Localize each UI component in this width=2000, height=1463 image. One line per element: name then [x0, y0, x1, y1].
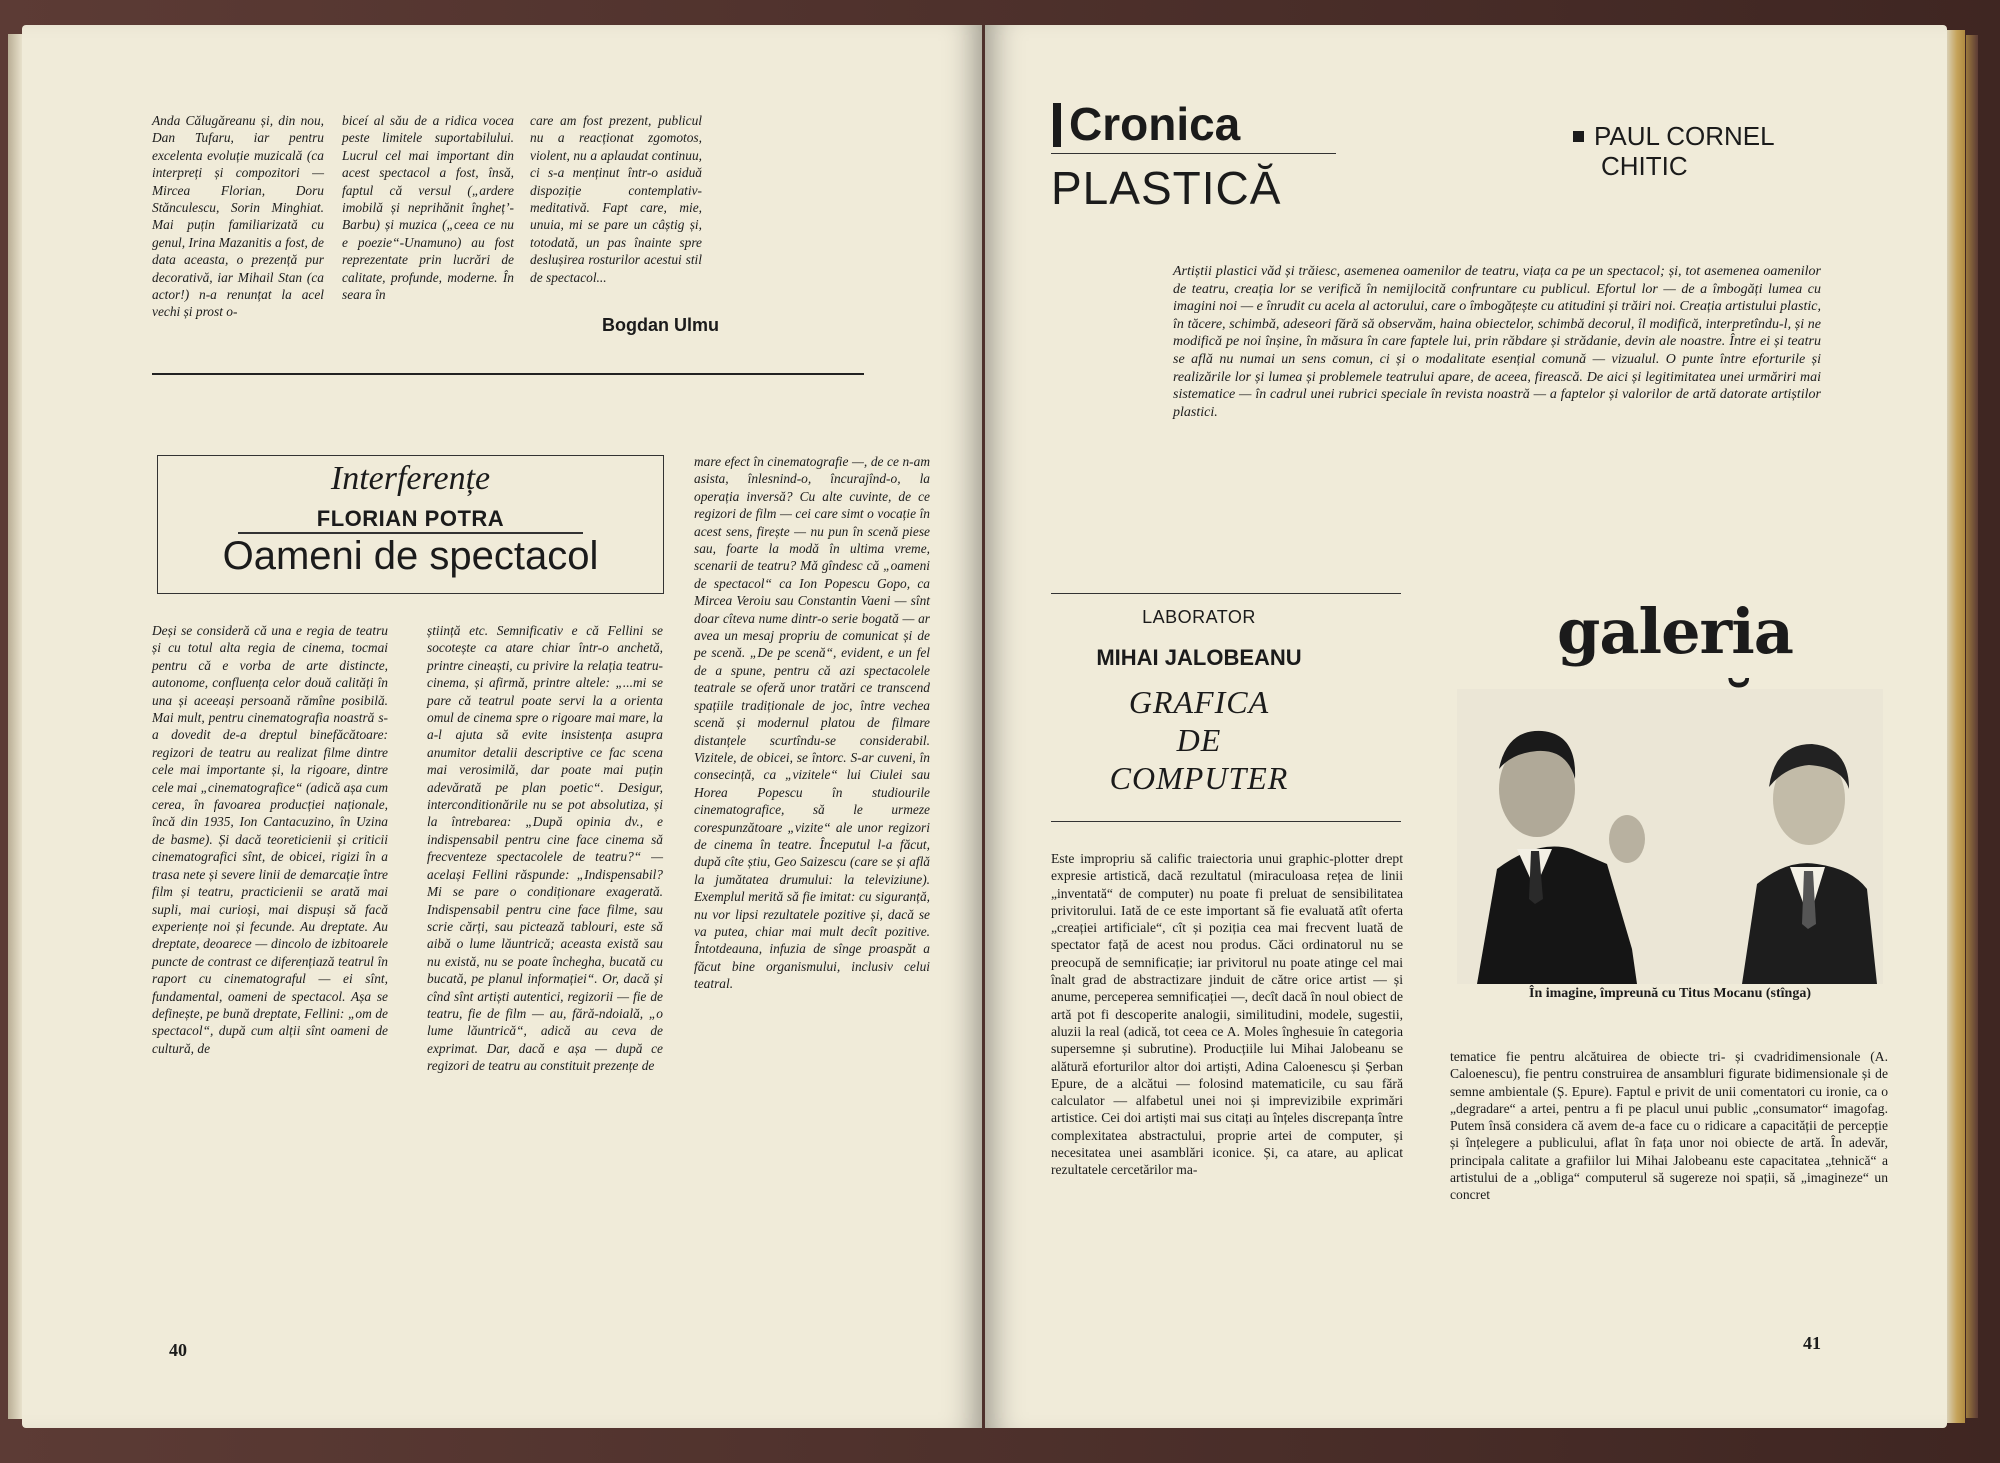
article-column-2: știință etc. Semnificativ e că Fellini se socotește ca atare chiar într-o anchetă, printre cineaști, cu privire la relația teatru-cinema, și afirmă, printre altele: „...mi se pare că teatrul poate servi la a orienta omul de cinema spre o rigoare mai mare, la a-l ajuta să evite insistența asupra anumitor detalii descriptive ce fac scena mai verosimilă, dar poate mai puțin adevărată pe plan poetic“. Desigur, interconditionările nu se pot absolutiza, și la întrebarea: „După opinia dv., e indispensabil pentru cine face cinema să frecventeze spectacolele de teatru?“ — același Fellini răspunde: „Indispensabil? Mi se pare o condiționare exagerată. Indispensabil pentru cine face filme, sau scrie cărți, sau pictează tablouri, este să aibă o lume lăuntrică; aceasta există sau nu există, nu se poate închegha, bucată cu bucată, pe planul informației“. Or, dacă și cînd sînt artiști autentici, regizorii — fie de teatru, fie de film — au, fără-ndoială, „o lume lăuntrică“, adică au ceva de exprimat. Dar, dacă e așa — după ce regizori de teatru au constituit prezențe de — [427, 623, 663, 1074]
lab-top-rule — [1051, 593, 1401, 594]
cronica-title: Cronica — [1069, 98, 1241, 150]
laborator-author: MIHAI JALOBEANU — [1096, 645, 1302, 670]
laborator-title-line-3: COMPUTER — [1109, 760, 1289, 796]
article-headline: Oameni de spectacol — [222, 534, 599, 578]
interferente-header-box — [157, 455, 664, 594]
left-page-edge — [8, 34, 22, 1419]
cover-edge — [1966, 35, 1978, 1418]
review-column-1: Anda Călugăreanu și, din nou, Dan Tufaru, iar pentru excelenta evoluție muzicală (ca interpreți și compozitori — Mircea Florian, Doru Stănculescu, Sorin Minghiat. Mai puțin familiarizată cu genul, Irina Mazanitis a fost, de data aceasta, o prezență pur decorativă, iar Mihail Stan (ca actor!) n-a renunțat la acel vechi și prost o- — [152, 113, 324, 320]
artists-photo — [1457, 689, 1883, 984]
galeria-column: tematice fie pentru alcătuirea de obiecte tri- și cvadridimensionale (A. Caloenescu), fie pentru construirea de ansambluri figurate bidimensionale și de semne ambientale (Ș. Epure). Faptul e privit de unii comentatori cu ironie, ca o „degradare“ a artei, pentru a fi pe placul unui public „consumator“ imagofag. Putem însă considera că avem de-a face cu o ridicare a capacității de percepție și înțelegere a publicului, aflat în fața unor noi obiecte de artă. În adevăr, principala calitate a grafiilor lui Mihai Jalobeanu este capacitatea „tehnică“ a artistului de a „obliga“ computerul să sugereze noi spații, să „imagineze“ un concret — [1450, 1049, 1888, 1203]
column-title: Interferențe — [330, 460, 491, 497]
photo-caption: În imagine, împreună cu Titus Mocanu (stînga) — [1529, 986, 1811, 1001]
laborator-title-line-1: GRAFICA — [1128, 684, 1270, 720]
article-column-3: mare efect în cinematografie —, de ce n-am asista, înlesnind-o, încurajînd-o, la operația inversă? Cu alte cuvinte, de ce regizori de film — cei care simt o vocație în acest sens, firește — nu pun în scenă piese sau, foarte la modă în ultima vreme, scenarii de teatru? Mă gîndesc că „oameni de spectacol“ ca Ion Popescu Gopo, ca Mircea Veroiu sau Constantin Vaeni — sînt doar cîteva nume dintr-o serie bogată — ar avea un mesaj propriu de comunicat și de pe scenă. „De pe scenă“, evident, e un fel de a spune, pentru că azi spectacolele teatrale se oferă unor tratări ce transcend spațiile tradiționale de joc, între vechea scenă și modernul platou de filmare distanțele scurtîndu-se considerabil. Vizitele, de obicei, se întorc. S-ar cuveni, în consecință, ca „vizitele“ lui Ciulei sau Horea Popescu în studiourile cinematografice, să le urmeze corespunzătoare „vizite“ ale unor regizori de cinema în teatre. Începutul l-a făcut, după cîte știu, Geo Saizescu (care se și află la jumătatea drumului: la televiziune). Exemplul merită să fie imitat: cu siguranță, nu vor lipsi rezultatele pozitive și, dacă se va putea, chiar mai mult decît pozitive. Întotdeauna, infuzia de sînge proaspăt a făcut bine organismului, inclusiv celui teatral. — [694, 454, 930, 992]
laborator-title — [1025, 683, 1373, 797]
cronica-marker-bar — [1053, 103, 1061, 147]
author-name-line-1: PAUL CORNEL — [1594, 121, 1775, 151]
page-number: 40 — [169, 1340, 187, 1360]
article-author: FLORIAN POTRA — [316, 506, 505, 531]
right-page — [985, 25, 1947, 1428]
section-divider — [152, 373, 864, 375]
photo-illustration — [1457, 689, 1883, 984]
laborator-label: LABORATOR — [1142, 607, 1256, 627]
review-signature: Bogdan Ulmu — [602, 315, 719, 335]
page-number: 41 — [1803, 1333, 1821, 1353]
cronica-subtitle: PLASTICĂ — [1051, 162, 1282, 214]
review-column-3: care am fost prezent, publicul nu a reacționat zgomotos, violent, nu a aplaudat continuu, ci s-a menținut într-o asiduă dispoziție contemplativ-meditativă. Fapt care, mie, unuia, mi se pare un câștig și, totodată, un pas înainte spre deslușirea rosturilor acestui stil de spectacol... — [530, 113, 702, 285]
cronica-rule — [1051, 153, 1336, 154]
cronica-author — [1573, 121, 1813, 181]
right-page-edge — [1947, 30, 1965, 1423]
left-page — [22, 25, 982, 1428]
author-square-icon — [1573, 131, 1584, 142]
author-name-line-2: CHITIC — [1601, 151, 1688, 181]
review-column-2: biceí al său de a ridica vocea peste limitele suportabilului. Lucrul cel mai important din acest spectacol a fost, însă, faptul că versul („ardere imobilă și neprihănit înghețʼ-Barbu) și muzica („ceea ce nu e poezie“-Unamuno) au fost reprezentate prin lucrări de calitate, profunde, moderne. În seara în — [342, 113, 514, 303]
lab-bottom-rule — [1051, 821, 1401, 822]
laborator-title-line-2: DE — [1176, 722, 1222, 758]
laborator-column: Este impropriu să calific traiectoria unui graphic-plotter drept expresie artistică, dacă rezultatul (miraculoasa rețea de linii „inventată“ de computer) nu poate fi preluat de sensibilitatea privitorului. Iată de ce este important să fie evaluată atît oferta „creației artificiale“, cît și poziția cea mai frecvent luată de spectator față de acest nou produs. Căci ordinatorul nu se preocupă de semnificație; iar privitorul nu poate atinge cel mai înalt grad de abstractizare jinduit de către orice artist — și anume, perceperea semnificației —, decît dacă în noul obiect de artă pot fi descoperite analogii, similitudini, modele, sugestii, aluzii la real (adică, tot ceea ce A. Moles înghesuie în categoria supersemne și subrutine). Producțiile lui Mihai Jalobeanu se alătură eforturilor altor doi artiști, Adina Caloenescu și Șerban Epure, de a alcătui — folosind matematicile, cu sau fără calculator — alfabetul unei noi și imprevizibile exprimări artistice. Cei doi artiști mai sus citați au înțeles discrepanța între complexitatea abstractului, proprie artei de computer, și necesitatea unei asamblări iconice. Și, ca atare, au aplicat rezultatele cercetărilor ma- — [1051, 851, 1403, 1178]
article-column-1: Deși se consideră că una e regia de teatru și cu totul alta regia de cinema, tocmai pentru că e vorba de arte distincte, autonome, confluența celor două calități în una și aceeași persoană rămîne posibilă. Mai mult, pentru cinematografia noastră s-a dovedit de-a dreptul binefăcătoare: regizori de teatru au realizat filme dintre cele mai importante și, la rigoare, dintre cele mai „cinematografice“ (adică așa cum cerea, în favoarea producției naționale, încă din 1935, Ion Cantacuzino, în Uzina de basme). Și dacă teoreticienii și criticii cinematografici sînt, de obicei, rigizi în a trasa nete și severe linii de demarcație între film și teatru, practicienii se arată mai supli, mai curioși, mai dispuși să facă experiențe noi și fecunde. Au dreptate. Au dreptate, deoarece — dincolo de izbitoarele puncte de contrast ce diferențiază teatrul în raport cu cinematograful — ei sînt, fundamental, oameni de spectacol. Așa se definește, pe bună dreptate, Fellini: „om de spectacol“, după cum alții sînt oameni de cultură, de — [152, 623, 388, 1056]
galeria-noua-title: galeria — [1557, 595, 1793, 668]
cronica-intro: Artiștii plastici văd și trăiesc, asemenea oamenilor de teatru, viața ca pe un spectacol; și, tot asemenea oamenilor de teatru, creația lor se verifică în nemijlocită confruntare cu publicul. Efortul lor — de a îmbogăți lumea cu imagini noi — e înrudit cu acela al actorului, care o îmbogățește cu atitudini și trăiri noi. Creația artistului plastic, în tăcere, schimbă, adeseori fără să observăm, haina obiectelor, schimbă decorul, îl modifică, interpretîndu-l, și ne modifică pe noi înșine, în măsura în care faptele lui, prin răbdare și strădanie, devin ale noastre. Între ei și teatru se află nu numai un sens comun, ci și o modalitate esențial comună — vizualul. O punte între eforturile și realizările lor și lumea și problemele teatrului apare, de aceea, firească. De aici și legitimitatea unei urmăriri mai sistematice — în cadrul unei rubrici speciale în revista noastră — a faptelor și valorilor de artă datorate artiștilor plastici. — [1173, 264, 1821, 420]
